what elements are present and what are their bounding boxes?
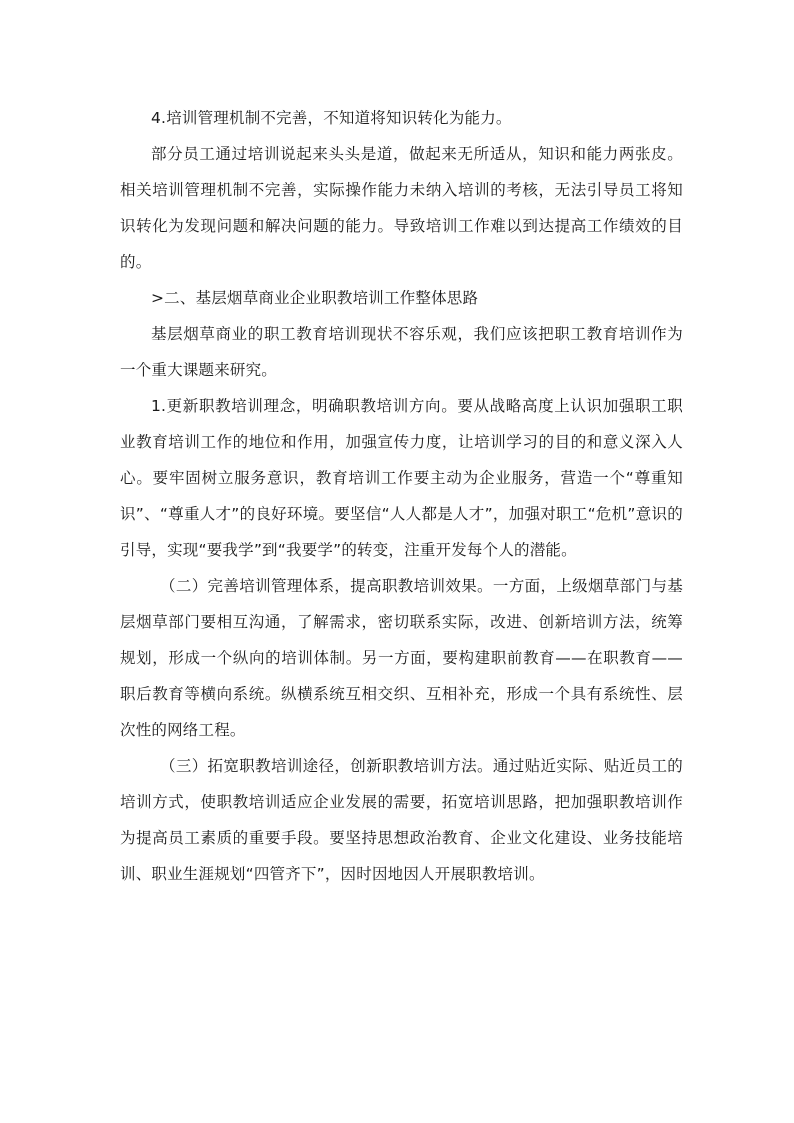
section-heading-overall-approach: >二、基层烟草商业企业职教培训工作整体思路 xyxy=(151,289,479,307)
paragraph-management-system: （二）完善培训管理体系，提高职教培训效果。一方面，上级烟草部门与基层烟草部门要相互沟通，了解需求，密切联系实际，改进、创新培训方法，统筹规划，形成一个纵向的培训体制。另一方面，要构建职前教育——在职教育——职后教育等横向系统。纵横系统互相交织、互相补充，形成一个具有系统性、层次性的网络工程。 xyxy=(120,577,683,739)
document-body xyxy=(120,100,683,892)
paragraph-training-mechanism-body: 部分员工通过培训说起来头头是道，做起来无所适从，知识和能力两张皮。相关培训管理机制不完善，实际操作能力未纳入培训的考核，无法引导员工将知识转化为发现问题和解决问题的能力。导致培训工作难以到达提高工作绩效的目的。 xyxy=(120,145,683,271)
paragraph-update-concept: 1.更新职教培训理念，明确职教培训方向。要从战略高度上认识加强职工职业教育培训工作的地位和作用，加强宣传力度，让培训学习的目的和意义深入人心。要牢固树立服务意识，教育培训工作要主动为企业服务，营造一个“尊重知识”、“尊重人才”的良好环境。要坚信“人人都是人才”，加强对职工“危机”意识的引导，实现“要我学”到“我要学”的转变，注重开发每个人的潜能。 xyxy=(120,397,683,559)
paragraph-training-channels: （三）拓宽职教培训途径，创新职教培训方法。通过贴近实际、贴近员工的培训方式，使职教培训适应企业发展的需要，拓宽培训思路，把加强职教培训作为提高员工素质的重要手段。要坚持思想政治教育、企业文化建设、业务技能培训、职业生涯规划“四管齐下”，因时因地因人开展职教培训。 xyxy=(120,757,683,883)
paragraph-current-status: 基层烟草商业的职工教育培训现状不容乐观，我们应该把职工教育培训作为一个重大课题来研究。 xyxy=(120,325,683,379)
paragraph-training-mechanism-heading: 4.培训管理机制不完善，不知道将知识转化为能力。 xyxy=(151,109,512,127)
